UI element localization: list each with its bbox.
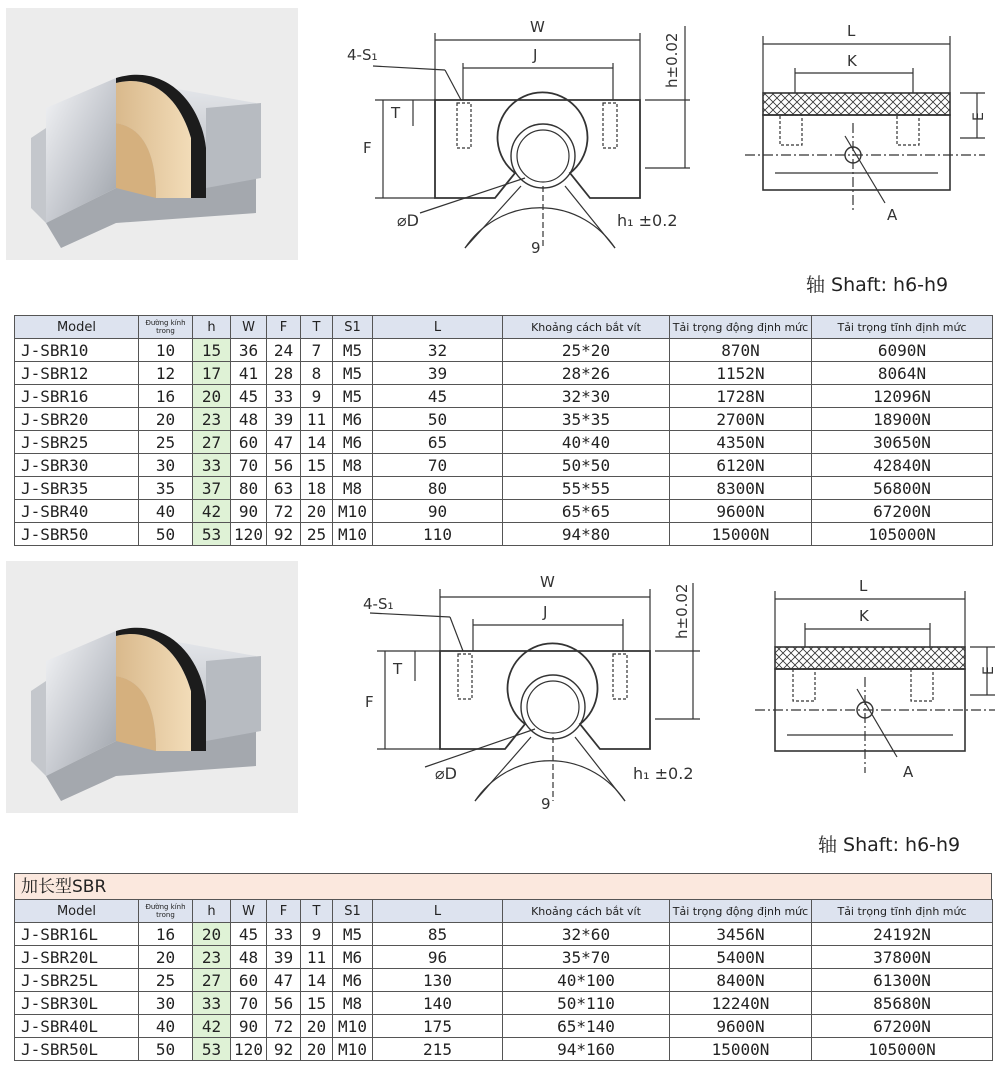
cell-w: 70 — [231, 454, 267, 477]
cell-w: 41 — [231, 362, 267, 385]
cell-model: J-SBR40L — [15, 1015, 139, 1038]
header-w: W — [231, 900, 267, 923]
header-model: Model — [15, 316, 139, 339]
cell-s1: M6 — [333, 431, 373, 454]
d-label: ⌀D — [397, 211, 419, 230]
e-label: E — [971, 112, 987, 121]
cell-model: J-SBR30 — [15, 454, 139, 477]
table-row — [15, 523, 993, 546]
cell-model: J-SBR25L — [15, 969, 139, 992]
l-label: L — [847, 22, 856, 40]
cell-inner-diameter: 20 — [139, 408, 193, 431]
cell-screw-spacing: 55*55 — [503, 477, 670, 500]
cell-s1: M5 — [333, 339, 373, 362]
cell-w: 60 — [231, 431, 267, 454]
cell-h: 53 — [193, 1038, 231, 1061]
cell-static-load: 6090N — [812, 339, 993, 362]
cell-l: 50 — [373, 408, 503, 431]
cell-l: 140 — [373, 992, 503, 1015]
header-model: Model — [15, 900, 139, 923]
cell-inner-diameter: 25 — [139, 431, 193, 454]
spec-table-extended — [14, 899, 993, 1061]
cell-screw-spacing: 35*35 — [503, 408, 670, 431]
cell-static-load: 42840N — [812, 454, 993, 477]
cell-screw-spacing: 32*30 — [503, 385, 670, 408]
table-row — [15, 385, 993, 408]
cell-l: 70 — [373, 454, 503, 477]
cell-dynamic-load: 8400N — [670, 969, 812, 992]
cell-screw-spacing: 40*40 — [503, 431, 670, 454]
cell-f: 63 — [267, 477, 301, 500]
cell-h: 15 — [193, 339, 231, 362]
cell-w: 120 — [231, 523, 267, 546]
cell-model: J-SBR16L — [15, 923, 139, 946]
cell-f: 28 — [267, 362, 301, 385]
header-h: h — [193, 316, 231, 339]
cell-w: 48 — [231, 408, 267, 431]
cell-static-load: 105000N — [812, 523, 993, 546]
cell-static-load: 30650N — [812, 431, 993, 454]
cell-f: 33 — [267, 923, 301, 946]
cell-t: 25 — [301, 523, 333, 546]
cell-inner-diameter: 40 — [139, 500, 193, 523]
cell-screw-spacing: 35*70 — [503, 946, 670, 969]
cell-f: 56 — [267, 454, 301, 477]
cell-f: 92 — [267, 1038, 301, 1061]
cell-screw-spacing: 28*26 — [503, 362, 670, 385]
side-view-drawing — [745, 18, 985, 228]
cell-w: 60 — [231, 969, 267, 992]
cell-l: 45 — [373, 385, 503, 408]
cell-screw-spacing: 50*110 — [503, 992, 670, 1015]
h-tolerance-label: h±0.02 — [663, 32, 681, 88]
cell-h: 33 — [193, 454, 231, 477]
table-row — [15, 431, 993, 454]
cell-f: 47 — [267, 969, 301, 992]
s1-label: 4-S₁ — [347, 46, 378, 64]
table-row — [15, 1015, 993, 1038]
cell-model: J-SBR12 — [15, 362, 139, 385]
cell-inner-diameter: 10 — [139, 339, 193, 362]
side-view-drawing-long — [755, 577, 995, 787]
cell-f: 92 — [267, 523, 301, 546]
cell-t: 9 — [301, 923, 333, 946]
header-s1: S1 — [333, 316, 373, 339]
cell-l: 110 — [373, 523, 503, 546]
t-label: T — [391, 104, 401, 122]
cell-static-load: 61300N — [812, 969, 993, 992]
table-row — [15, 408, 993, 431]
cell-h: 53 — [193, 523, 231, 546]
cell-dynamic-load: 3456N — [670, 923, 812, 946]
cell-t: 9 — [301, 385, 333, 408]
cell-w: 70 — [231, 992, 267, 1015]
cell-s1: M10 — [333, 523, 373, 546]
cell-model: J-SBR50 — [15, 523, 139, 546]
cell-l: 32 — [373, 339, 503, 362]
h-tolerance-label-long: h±0.02 — [673, 583, 691, 639]
cell-inner-diameter: 50 — [139, 1038, 193, 1061]
cell-h: 37 — [193, 477, 231, 500]
k-label: K — [847, 52, 857, 70]
header-screw-spacing: Khoảng cách bắt vít — [503, 316, 670, 339]
cell-w: 45 — [231, 923, 267, 946]
table-row — [15, 339, 993, 362]
cell-screw-spacing: 94*80 — [503, 523, 670, 546]
cell-static-load: 18900N — [812, 408, 993, 431]
cell-s1: M6 — [333, 408, 373, 431]
front-view-drawing — [345, 8, 690, 263]
table-row — [15, 1038, 993, 1061]
spec-table-standard — [14, 315, 993, 546]
cell-f: 24 — [267, 339, 301, 362]
cell-inner-diameter: 12 — [139, 362, 193, 385]
cell-inner-diameter: 25 — [139, 969, 193, 992]
cell-s1: M6 — [333, 969, 373, 992]
cell-dynamic-load: 870N — [670, 339, 812, 362]
bottom-section — [0, 555, 1000, 1088]
header-inner-diameter: Đường kính trong — [139, 316, 193, 339]
cell-model: J-SBR40 — [15, 500, 139, 523]
cell-screw-spacing: 65*65 — [503, 500, 670, 523]
cell-t: 20 — [301, 500, 333, 523]
cell-s1: M8 — [333, 477, 373, 500]
table-row — [15, 969, 993, 992]
table-row — [15, 454, 993, 477]
header-f: F — [267, 900, 301, 923]
table-row — [15, 477, 993, 500]
j-label: J — [533, 46, 538, 64]
t-label-long: T — [393, 660, 403, 678]
cell-h: 33 — [193, 992, 231, 1015]
cell-t: 8 — [301, 362, 333, 385]
cell-t: 14 — [301, 969, 333, 992]
table-row — [15, 992, 993, 1015]
cell-inner-diameter: 35 — [139, 477, 193, 500]
k-label-long: K — [859, 607, 869, 625]
cell-l: 130 — [373, 969, 503, 992]
cell-inner-diameter: 30 — [139, 992, 193, 1015]
cell-f: 72 — [267, 1015, 301, 1038]
h1-tolerance-label-long: h₁ ±0.2 — [633, 764, 694, 783]
cell-dynamic-load: 1152N — [670, 362, 812, 385]
cell-f: 39 — [267, 408, 301, 431]
f-label: F — [363, 139, 372, 157]
cell-h: 23 — [193, 408, 231, 431]
cell-f: 47 — [267, 431, 301, 454]
table-row — [15, 362, 993, 385]
cell-h: 20 — [193, 385, 231, 408]
table-row — [15, 946, 993, 969]
cell-static-load: 85680N — [812, 992, 993, 1015]
header-static-load: Tải trọng tĩnh định mức — [812, 900, 993, 923]
table-row — [15, 923, 993, 946]
cell-screw-spacing: 25*20 — [503, 339, 670, 362]
front-view-drawing-long — [355, 569, 700, 819]
cell-s1: M5 — [333, 385, 373, 408]
header-f: F — [267, 316, 301, 339]
cell-model: J-SBR50L — [15, 1038, 139, 1061]
cell-inner-diameter: 30 — [139, 454, 193, 477]
cell-s1: M5 — [333, 362, 373, 385]
cell-dynamic-load: 15000N — [670, 523, 812, 546]
cell-h: 27 — [193, 969, 231, 992]
cell-t: 11 — [301, 946, 333, 969]
cell-t: 20 — [301, 1038, 333, 1061]
cell-w: 45 — [231, 385, 267, 408]
cell-static-load: 37800N — [812, 946, 993, 969]
cell-inner-diameter: 16 — [139, 923, 193, 946]
cell-inner-diameter: 40 — [139, 1015, 193, 1038]
cell-static-load: 67200N — [812, 500, 993, 523]
header-dynamic-load: Tải trọng động định mức — [670, 900, 812, 923]
cell-l: 39 — [373, 362, 503, 385]
l-label-long: L — [859, 577, 868, 595]
cell-dynamic-load: 9600N — [670, 500, 812, 523]
cell-l: 215 — [373, 1038, 503, 1061]
cell-w: 48 — [231, 946, 267, 969]
header-inner-diameter: Đường kính trong — [139, 900, 193, 923]
table-header-row — [15, 900, 993, 923]
header-h: h — [193, 900, 231, 923]
cell-model: J-SBR20 — [15, 408, 139, 431]
cell-l: 80 — [373, 477, 503, 500]
extended-sbr-banner: 加长型SBR — [14, 873, 992, 899]
header-l: L — [373, 316, 503, 339]
cell-screw-spacing: 50*50 — [503, 454, 670, 477]
cell-dynamic-load: 1728N — [670, 385, 812, 408]
cell-static-load: 105000N — [812, 1038, 993, 1061]
cell-model: J-SBR20L — [15, 946, 139, 969]
table-row — [15, 500, 993, 523]
j-label-long: J — [543, 603, 548, 621]
cell-s1: M10 — [333, 500, 373, 523]
cell-l: 175 — [373, 1015, 503, 1038]
header-dynamic-load: Tải trọng động định mức — [670, 316, 812, 339]
cell-static-load: 56800N — [812, 477, 993, 500]
d-label-long: ⌀D — [435, 764, 457, 783]
cell-t: 14 — [301, 431, 333, 454]
cell-h: 27 — [193, 431, 231, 454]
header-t: T — [301, 316, 333, 339]
cell-inner-diameter: 20 — [139, 946, 193, 969]
cell-dynamic-load: 9600N — [670, 1015, 812, 1038]
header-static-load: Tải trọng tĩnh định mức — [812, 316, 993, 339]
cell-t: 11 — [301, 408, 333, 431]
cell-h: 20 — [193, 923, 231, 946]
cell-h: 23 — [193, 946, 231, 969]
cell-dynamic-load: 12240N — [670, 992, 812, 1015]
h1-tolerance-label: h₁ ±0.2 — [617, 211, 678, 230]
cell-s1: M10 — [333, 1015, 373, 1038]
a-label: A — [887, 206, 898, 224]
angle-label-long: 9 — [541, 795, 551, 813]
cell-static-load: 8064N — [812, 362, 993, 385]
cell-s1: M6 — [333, 946, 373, 969]
header-t: T — [301, 900, 333, 923]
cell-dynamic-load: 6120N — [670, 454, 812, 477]
bearing-block-photo — [6, 8, 298, 260]
cell-model: J-SBR30L — [15, 992, 139, 1015]
header-screw-spacing: Khoảng cách bắt vít — [503, 900, 670, 923]
cell-l: 90 — [373, 500, 503, 523]
a-label-long: A — [903, 763, 914, 781]
cell-dynamic-load: 5400N — [670, 946, 812, 969]
cell-w: 80 — [231, 477, 267, 500]
cell-t: 20 — [301, 1015, 333, 1038]
cell-h: 42 — [193, 500, 231, 523]
cell-inner-diameter: 50 — [139, 523, 193, 546]
cell-model: J-SBR16 — [15, 385, 139, 408]
cell-static-load: 24192N — [812, 923, 993, 946]
cell-dynamic-load: 4350N — [670, 431, 812, 454]
cell-f: 72 — [267, 500, 301, 523]
cell-l: 96 — [373, 946, 503, 969]
cell-f: 56 — [267, 992, 301, 1015]
cell-l: 85 — [373, 923, 503, 946]
cell-s1: M8 — [333, 992, 373, 1015]
cell-static-load: 67200N — [812, 1015, 993, 1038]
cell-screw-spacing: 40*100 — [503, 969, 670, 992]
cell-t: 7 — [301, 339, 333, 362]
cell-screw-spacing: 94*160 — [503, 1038, 670, 1061]
cell-s1: M5 — [333, 923, 373, 946]
w-label: W — [530, 18, 545, 36]
cell-f: 39 — [267, 946, 301, 969]
cell-screw-spacing: 65*140 — [503, 1015, 670, 1038]
cell-s1: M8 — [333, 454, 373, 477]
cell-w: 90 — [231, 1015, 267, 1038]
header-w: W — [231, 316, 267, 339]
cell-dynamic-load: 15000N — [670, 1038, 812, 1061]
cell-h: 42 — [193, 1015, 231, 1038]
header-l: L — [373, 900, 503, 923]
w-label-long: W — [540, 573, 555, 591]
e-label-long: E — [981, 666, 997, 675]
cell-h: 17 — [193, 362, 231, 385]
table-header-row — [15, 316, 993, 339]
cell-screw-spacing: 32*60 — [503, 923, 670, 946]
shaft-tolerance-note-long: 轴 Shaft: h6-h9 — [818, 834, 961, 856]
f-label-long: F — [365, 693, 374, 711]
bearing-block-photo-long — [6, 561, 298, 813]
cell-l: 65 — [373, 431, 503, 454]
cell-t: 15 — [301, 992, 333, 1015]
cell-model: J-SBR35 — [15, 477, 139, 500]
angle-label: 9 — [531, 239, 541, 257]
cell-t: 18 — [301, 477, 333, 500]
cell-dynamic-load: 8300N — [670, 477, 812, 500]
cell-dynamic-load: 2700N — [670, 408, 812, 431]
s1-label-long: 4-S₁ — [363, 595, 394, 613]
header-s1: S1 — [333, 900, 373, 923]
cell-w: 120 — [231, 1038, 267, 1061]
cell-static-load: 12096N — [812, 385, 993, 408]
cell-w: 90 — [231, 500, 267, 523]
cell-s1: M10 — [333, 1038, 373, 1061]
cell-inner-diameter: 16 — [139, 385, 193, 408]
cell-f: 33 — [267, 385, 301, 408]
cell-model: J-SBR25 — [15, 431, 139, 454]
cell-w: 36 — [231, 339, 267, 362]
cell-model: J-SBR10 — [15, 339, 139, 362]
shaft-tolerance-note: 轴 Shaft: h6-h9 — [806, 274, 949, 296]
cell-t: 15 — [301, 454, 333, 477]
